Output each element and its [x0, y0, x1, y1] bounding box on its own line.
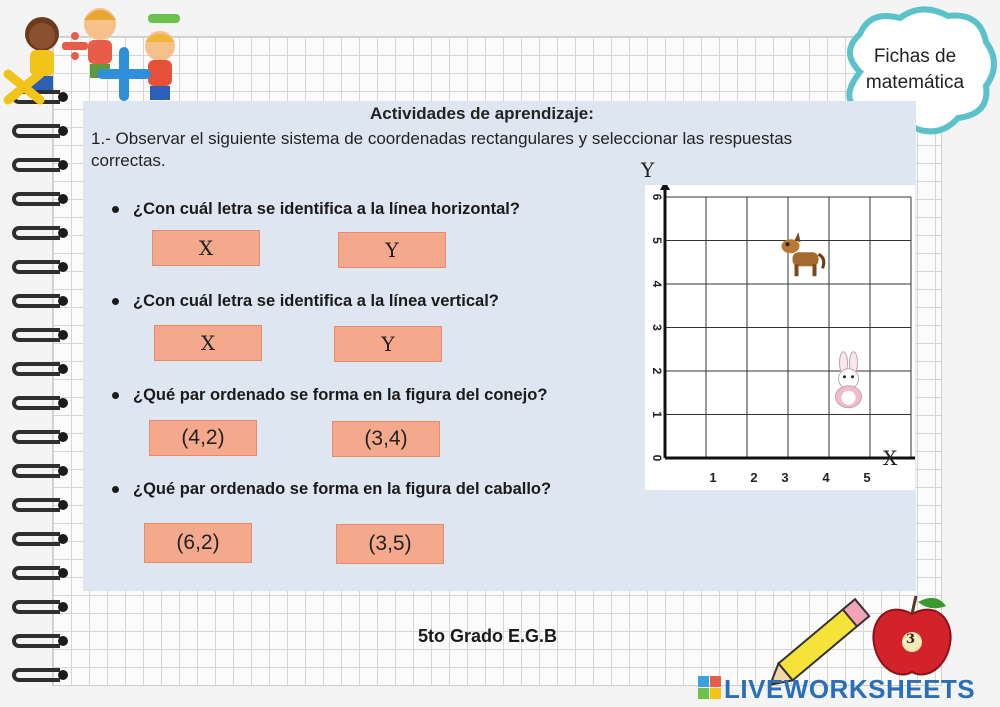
grade-label: 5to Grado E.G.B: [418, 626, 558, 646]
rabbit-icon: [836, 352, 862, 408]
bullet-icon: [112, 298, 119, 305]
x-tick-label: 4: [822, 470, 830, 485]
instruction-text: 1.- Observar el siguiente sistema de coordenadas rectangulares y seleccionar las respuestas correctas.: [91, 129, 793, 170]
y-tick-label: 2: [650, 367, 664, 375]
coordinate-plane-svg: [645, 185, 915, 490]
liveworksheets-logo-icon: [698, 676, 722, 700]
spiral-ring: [12, 632, 68, 654]
liveworksheets-brand: LIVEWORKSHEETS: [724, 674, 976, 704]
spiral-binding: [12, 88, 82, 688]
badge-line-1: Fichas de: [873, 46, 957, 67]
spiral-ring: [12, 326, 68, 348]
page-number: 3: [906, 632, 916, 647]
question-1-text: ¿Con cuál letra se identifica a la línea horizontal?: [133, 200, 520, 218]
spiral-ring: [12, 666, 68, 688]
x-tick-label: 2: [750, 470, 758, 485]
x-axis-label: X: [883, 446, 898, 470]
question-2: [112, 292, 499, 311]
y-tick-label: 6: [650, 193, 664, 201]
spiral-ring: [12, 428, 68, 450]
spiral-ring: [12, 122, 68, 144]
question-4: [112, 480, 551, 499]
x-tick-label: 3: [781, 470, 789, 485]
spiral-ring: [12, 258, 68, 280]
coordinate-plane: [645, 185, 915, 490]
activity-heading: Actividades de aprendizaje:: [370, 104, 594, 123]
badge-title: [850, 44, 980, 96]
y-axis-arrow-icon: [660, 185, 670, 190]
bullet-icon: [112, 206, 119, 213]
x-tick-label: 5: [863, 470, 871, 485]
spiral-ring: [12, 190, 68, 212]
spiral-ring: [12, 462, 68, 484]
y-tick-label: 4: [650, 280, 664, 288]
answer-q1-option-1[interactable]: X: [152, 230, 260, 266]
question-2-text: ¿Con cuál letra se identifica a la línea vertical?: [133, 292, 499, 310]
question-3: [112, 386, 547, 405]
answer-q3-option-1[interactable]: (4,2): [149, 420, 257, 456]
kids-math-illustration: [0, 0, 200, 112]
y-tick-label: 0: [650, 454, 664, 462]
y-tick-label: 1: [650, 411, 664, 418]
spiral-ring: [12, 224, 68, 246]
spiral-ring: [12, 564, 68, 586]
spiral-ring: [12, 496, 68, 518]
y-tick-label: 3: [650, 324, 664, 331]
spiral-ring: [12, 156, 68, 178]
answer-q2-option-2[interactable]: Y: [334, 326, 442, 362]
bullet-icon: [112, 486, 119, 493]
spiral-ring: [12, 360, 68, 382]
spiral-ring: [12, 394, 68, 416]
answer-q3-option-2[interactable]: (3,4): [332, 421, 440, 457]
x-tick-label: 1: [709, 470, 717, 485]
bullet-icon: [112, 392, 119, 399]
y-tick-label: 5: [650, 237, 664, 244]
question-4-text: ¿Qué par ordenado se forma en la figura del caballo?: [133, 480, 552, 498]
answer-q1-option-2[interactable]: Y: [338, 232, 446, 268]
answer-q4-option-1[interactable]: (6,2): [144, 523, 252, 563]
answer-q4-option-2[interactable]: (3,5): [336, 524, 444, 564]
answer-q2-option-1[interactable]: X: [154, 325, 262, 361]
question-3-text: ¿Qué par ordenado se forma en la figura del conejo?: [133, 386, 548, 404]
question-1: [112, 200, 520, 219]
badge-line-2: matemática: [865, 72, 965, 93]
spiral-ring: [12, 292, 68, 314]
spiral-ring: [12, 530, 68, 552]
y-axis-label: Y: [641, 158, 655, 182]
spiral-ring: [12, 598, 68, 620]
